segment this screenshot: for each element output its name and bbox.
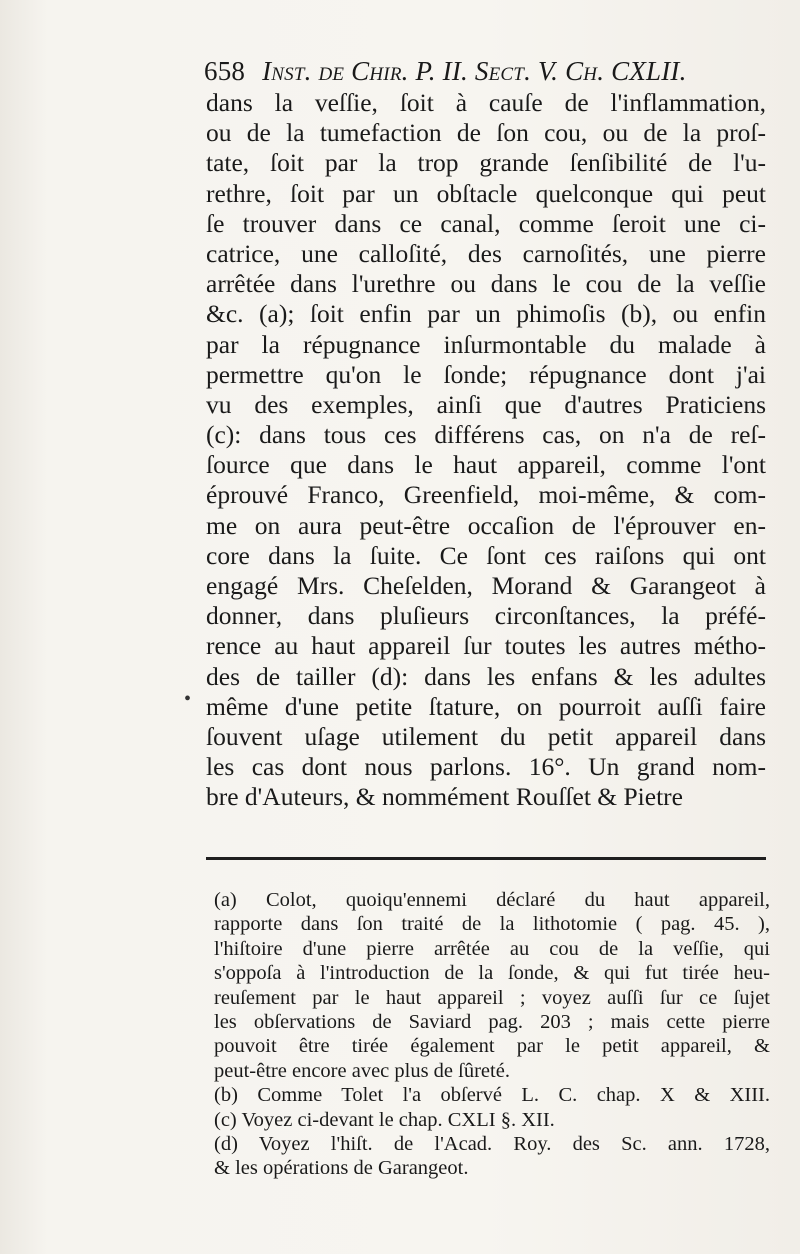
text-line: rethre, ſoit par un obſtacle quelconque qui peut [206, 178, 766, 208]
text-line: (c): dans tous ces différens cas, on n'a de reſ- [206, 420, 766, 450]
page-number: 658 [204, 56, 246, 86]
text-line: me on aura peut-être occaſion de l'éprouver en- [206, 510, 766, 540]
text-line: catrice, une callοſité, des carnoſités, une pierre [206, 238, 766, 268]
footnote-line: peut-être encore avec plus de ſûreté. [214, 1059, 510, 1082]
text-line: des de tailler (d): dans les enfans & les adultes [206, 661, 766, 691]
footnote-line: (c) Voyez ci-devant le chap. CXLI §. XII. [214, 1108, 555, 1131]
text-line: ſe trouver dans ce canal, comme ſeroit une ci- [206, 208, 766, 238]
text-line: bre d'Auteurs, & nommément Rouſſet & Pietre [206, 782, 683, 812]
page-header [204, 56, 764, 87]
text-line: tate, ſoit par la trop grande ſenſibilité de l'u- [206, 148, 766, 178]
footnote-line: pouvoit être tirée également par le petit appareil, & [214, 1035, 770, 1058]
text-line: donner, dans pluſieurs circonſtances, la préfé- [206, 601, 766, 631]
running-title: Inst. de Chir. P. II. Sect. V. Ch. CXLII. [262, 56, 687, 86]
text-line: arrêtée dans l'urethre ou dans le cou de la veſſie [206, 269, 766, 299]
text-line: &c. (a); ſoit enfin par un phimoſis (b), ou enfin [206, 299, 766, 329]
text-line: core dans la ſuite. Ce ſont ces raiſons qui ont [206, 540, 766, 570]
footnotes [214, 888, 770, 1181]
text-line: rence au haut appareil ſur toutes les autres métho- [206, 631, 766, 661]
footnote-line: les obſervations de Saviard pag. 203 ; mais cette pierre [214, 1010, 770, 1033]
text-line: ou de la tumefaction de ſon cou, ou de la proſ- [206, 118, 766, 148]
footnote-line: rapporte dans ſon traité de la lithotomie ( pag. 45. ), [214, 913, 770, 936]
text-line: même d'une petite ſtature, on pourroit auſſi faire [206, 691, 766, 721]
text-line: dans la veſſie, ſoit à cauſe de l'inflammation, [206, 88, 766, 117]
text-line: vu des exemples, ainſi que d'autres Praticiens [206, 389, 766, 419]
footnote-line: reuſement par le haut appareil ; voyez auſſi ſur ce ſujet [214, 986, 770, 1009]
text-line: permettre qu'on le ſonde; répugnance dont j'ai [206, 359, 766, 389]
text-line: engagé Mrs. Cheſelden, Morand & Garangeot à [206, 571, 766, 600]
footnote-line: (b) Comme Tolet l'a obſervé L. C. chap. X & XIII. [214, 1084, 770, 1107]
footnote-line: (d) Voyez l'hiſt. de l'Acad. Roy. des Sc. ann. 1728, [214, 1132, 770, 1155]
text-line: par la répugnance inſurmontable du malade à [206, 329, 766, 359]
main-text [206, 88, 766, 813]
text-line: ſouvent uſage utilement du petit appareil dans [206, 721, 766, 751]
footnote-line: l'hiſtoire d'une pierre arrêtée au cou de la veſſie, qui [214, 937, 770, 960]
margin-mark: • [184, 688, 192, 710]
text-line: éprouvé Franco, Greenfield, moi-même, & com- [206, 480, 766, 510]
footnote-rule [206, 857, 766, 860]
footnote-line: & les opérations de Garangeot. [214, 1157, 469, 1180]
text-line: ſource que dans le haut appareil, comme l'ont [206, 450, 766, 480]
footnote-line: s'oppoſa à l'introduction de la ſonde, & qui fut tirée heu- [214, 962, 770, 985]
text-line: les cas dont nous parlons. 16°. Un grand nom- [206, 752, 766, 782]
footnote-line: (a) Colot, quoiqu'ennemi déclaré du haut appareil, [214, 889, 770, 911]
